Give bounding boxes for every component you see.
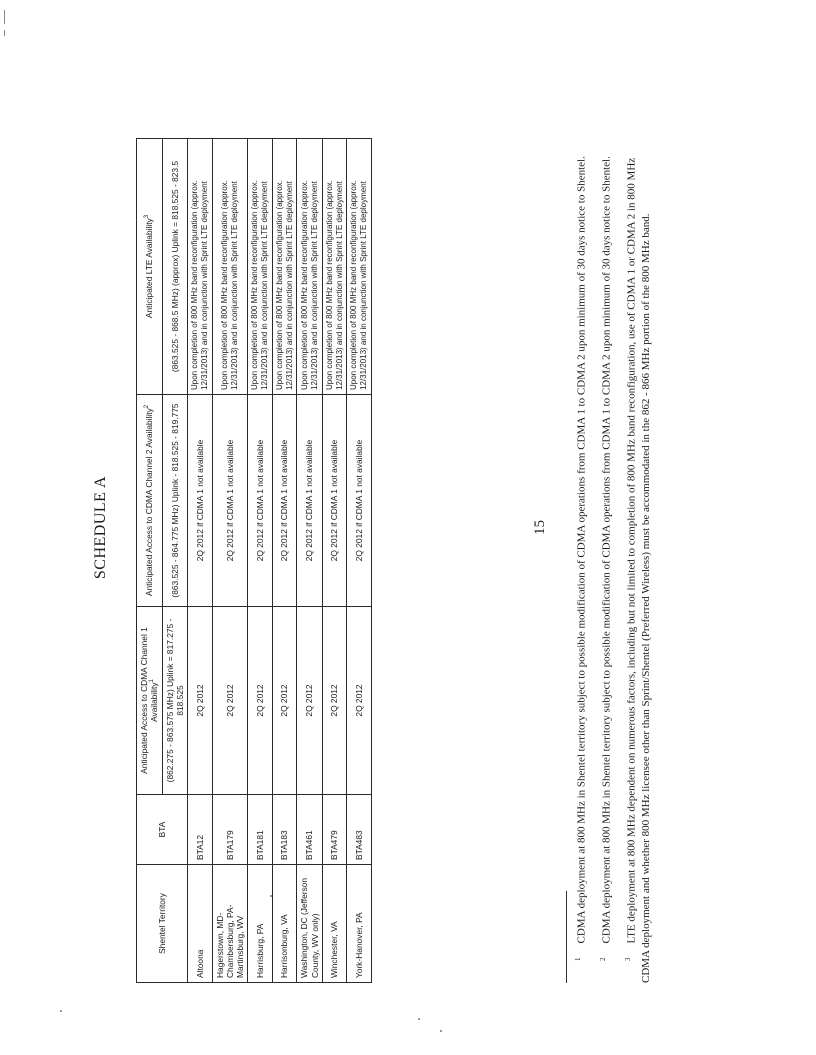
header-bta: BTA [137,795,188,865]
cell-ch1: 2Q 2012 [347,607,372,795]
cell-territory: Washington, DC (Jefferson County, WV only) [297,865,323,983]
cell-territory: Altoona [188,865,213,983]
footnote-number: 1 [574,957,582,961]
cell-ch2: 2Q 2012 if CDMA 1 not available [212,395,248,607]
footnote-divider [566,891,567,983]
cell-ch1: 2Q 2012 [248,607,273,795]
subheader-lte: (863.525 - 868.5 MHz) (approx) Uplink = 818.525 - 823.5 [162,139,188,395]
scan-mark [4,30,5,36]
cell-lte: Upon completion of 800 MHz band reconfiguration (approx. 12/31/2013) and in conjunction with Sprint LTE deployment [297,139,323,395]
table-row [188,139,213,983]
cell-lte: Upon completion of 800 MHz band reconfiguration (approx. 12/31/2013) and in conjunction with Sprint LTE deployment [347,139,372,395]
footnote-number: 2 [598,957,607,961]
cell-ch2: 2Q 2012 if CDMA 1 not available [347,395,372,607]
table-row [248,139,273,983]
cell-territory: York-Hanover, PA [347,865,372,983]
table-row [347,139,372,983]
scan-speck [270,895,272,897]
schedule-title: SCHEDULE A [92,475,109,580]
cell-bta: BTA181 [248,795,273,865]
footnote-1 [574,139,590,983]
header-territory: Shentel Territory [137,865,188,983]
cell-ch2: 2Q 2012 if CDMA 1 not available [297,395,323,607]
cell-ch1: 2Q 2012 [212,607,248,795]
table-row [322,139,347,983]
scan-speck [440,1030,442,1032]
cell-ch2: 2Q 2012 if CDMA 1 not available [272,395,297,607]
page-number: 15 [532,520,548,535]
footnote-mark-2: 2 [144,404,151,409]
header-lte: Anticipated LTE Availability$^3$ [137,139,163,395]
cell-territory: Hagerstown, MD-Chambersburg, PA-Martinsburg, WV [212,865,248,983]
cell-ch2: 2Q 2012 if CDMA 1 not available [188,395,213,607]
table-row [272,139,297,983]
scan-mark [4,10,5,24]
cell-lte: Upon completion of 800 MHz band reconfiguration (approx. 12/31/2013) and in conjunction with Sprint LTE deployment [272,139,297,395]
footnote-mark-3: 3 [144,214,151,219]
footnote-3 [624,139,655,983]
table-row [297,139,323,983]
footnote-number: 3 [623,957,632,961]
cell-ch1: 2Q 2012 [322,607,347,795]
footnote-text: CDMA deployment at 800 MHz in Shentel territory subject to possible modification of CDMA operations from CDMA 1 to CDMA 2 upon minimum of 30 days notice to Shentel. [600,156,613,944]
footnote-2 [599,139,615,983]
table-row [212,139,248,983]
header-ch1: Anticipated Access to CDMA Channel 1 Availability$^1$ [137,607,163,795]
cell-territory: Harrisonburg, VA [272,865,297,983]
table-header-row [137,139,163,983]
schedule-table [136,138,372,983]
cell-bta: BTA479 [322,795,347,865]
scan-speck [60,1010,62,1012]
footnote-text: LTE deployment at 800 MHz dependent on numerous factors, including but not limited to completion of 800 MHz band reconfiguration, use of CDMA 1 or CDMA 2 in 800 MHz CDMA deployment and whether 800 MHz licensee other than Sprint/Shentel (Preferred Wireless) must be accommodated in the 862 - 866 MHz portion of the 800 MHz band. [625,157,653,983]
cell-bta: BTA483 [347,795,372,865]
cell-ch1: 2Q 2012 [188,607,213,795]
cell-bta: BTA12 [188,795,213,865]
cell-ch1: 2Q 2012 [272,607,297,795]
footnote-text: CDMA deployment at 800 MHz in Shentel territory subject to possible modification of CDMA operations from CDMA 1 to CDMA 2 upon minimum of 30 days notice to Shentel. [575,156,588,944]
header-ch2: Anticipated Access to CDMA Channel 2 Availability$^2$ [137,395,163,607]
footnotes [574,139,664,983]
cell-lte: Upon completion of 800 MHz band reconfiguration (approx. 12/31/2013) and in conjunction with Sprint LTE deployment [322,139,347,395]
cell-lte: Upon completion of 800 MHz band reconfiguration (approx. 12/31/2013) and in conjunction with Sprint LTE deployment [188,139,213,395]
cell-bta: BTA179 [212,795,248,865]
footnote-mark-1: 1 [149,679,156,683]
cell-territory: Winchester, VA [322,865,347,983]
cell-ch2: 2Q 2012 if CDMA 1 not available [322,395,347,607]
cell-bta: BTA183 [272,795,297,865]
scan-speck [418,1018,420,1020]
cell-ch1: 2Q 2012 [297,607,323,795]
cell-territory: Harrisburg, PA [248,865,273,983]
cell-bta: BTA461 [297,795,323,865]
subheader-ch1: (862.275 - 863.575 MHz) Uplink = 817.275 - 818.525 [162,607,188,795]
cell-lte: Upon completion of 800 MHz band reconfiguration (approx. 12/31/2013) and in conjunction with Sprint LTE deployment [248,139,273,395]
cell-lte: Upon completion of 800 MHz band reconfiguration (approx. 12/31/2013) and in conjunction with Sprint LTE deployment [212,139,248,395]
subheader-ch2: (863.525 - 864.775 MHz) Uplink - 818.525 - 819.775 [162,395,188,607]
cell-ch2: 2Q 2012 if CDMA 1 not available [248,395,273,607]
